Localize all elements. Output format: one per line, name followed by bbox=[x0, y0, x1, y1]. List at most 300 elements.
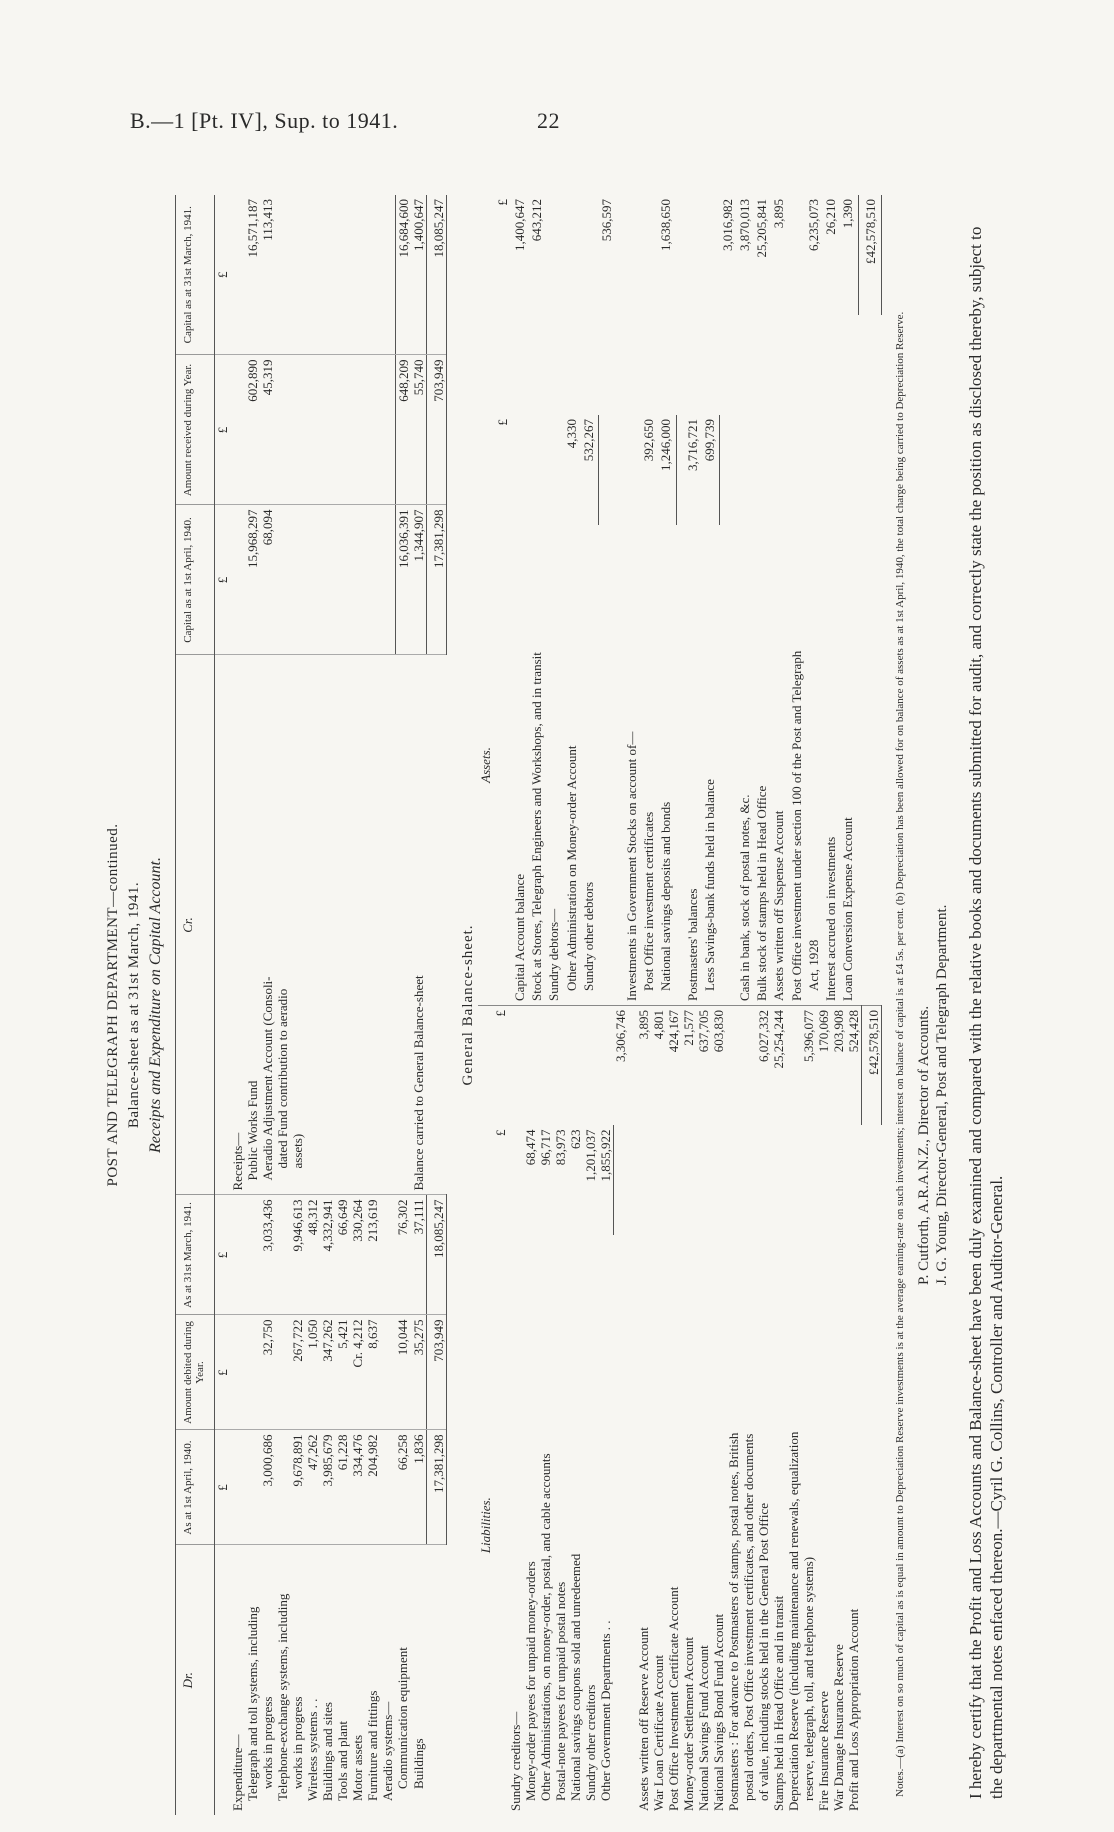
asset-value-mid bbox=[789, 315, 806, 415]
spacer-row bbox=[676, 195, 685, 1005]
empty-cell bbox=[478, 1125, 493, 1235]
empty-cell bbox=[862, 1235, 882, 1815]
dr-value-debited: Cr. 4,212 bbox=[350, 1315, 365, 1430]
liability-label: Assets written off Reserve Account bbox=[636, 1627, 651, 1811]
asset-value bbox=[685, 195, 702, 315]
empty-cell bbox=[478, 195, 495, 315]
liability-label: Sundry creditors— bbox=[507, 1711, 523, 1811]
liability-value-sub bbox=[651, 1125, 666, 1235]
asset-value-sub bbox=[754, 415, 771, 525]
liability-value-sub: 1,855,922 bbox=[598, 1125, 614, 1235]
empty-cell bbox=[365, 355, 380, 505]
asset-row bbox=[789, 195, 806, 1005]
capital-totals-row bbox=[426, 195, 446, 1815]
liability-label: of value, including stocks held in the General Post Office bbox=[756, 1503, 771, 1801]
empty-cell bbox=[320, 655, 335, 1195]
liability-label: Other Administrations, on money-order, postal, and cable accounts bbox=[537, 1453, 553, 1801]
liability-value-sub bbox=[696, 1125, 711, 1235]
asset-label bbox=[599, 525, 616, 1005]
total-end: 18,085,247 bbox=[426, 1195, 446, 1315]
cr-item-label: assets) bbox=[290, 655, 305, 1195]
asset-label: Other Administration on Money-order Account bbox=[563, 745, 579, 991]
liability-value bbox=[508, 1006, 523, 1126]
total-capital-end: 18,085,247 bbox=[426, 195, 446, 355]
general-balance-sheet-title: General Balance-sheet. bbox=[459, 924, 476, 1086]
cr-value-end bbox=[275, 195, 290, 355]
capital-row bbox=[305, 195, 320, 1815]
liability-value-sub: 68,474 bbox=[522, 1129, 538, 1166]
dr-item-label: Buildings bbox=[410, 1738, 426, 1789]
dr-item-label: Communication equipment bbox=[395, 1647, 410, 1789]
asset-value: 643,212 bbox=[529, 199, 545, 242]
liability-value-sub: 1,201,037 bbox=[582, 1129, 598, 1182]
col6-header: Capital as at 31st March, 1941. bbox=[176, 195, 215, 355]
asset-value-mid bbox=[702, 315, 720, 415]
capital-row bbox=[275, 195, 290, 1815]
signature-director-accounts: P. Cutforth, A.R.A.N.Z., Director of Accounts. bbox=[916, 1005, 932, 1285]
capital-row bbox=[320, 195, 335, 1815]
liability-value-sub bbox=[613, 1125, 628, 1235]
currency-row bbox=[215, 195, 231, 1815]
empty-cell bbox=[350, 355, 365, 505]
empty-cell bbox=[495, 315, 512, 415]
dr-item-label: Telephone-exchange systems, including bbox=[275, 1593, 290, 1801]
dr-value-start: 66,258 bbox=[395, 1430, 411, 1545]
liability-row bbox=[801, 1006, 816, 1816]
dr-item-label: works in progress bbox=[260, 1696, 275, 1789]
capital-row bbox=[380, 195, 395, 1815]
liabilities-table bbox=[478, 1005, 883, 1815]
assets-heading: Assets. bbox=[477, 747, 493, 783]
liabilities-heading-row bbox=[478, 1006, 493, 1816]
liability-label bbox=[613, 1235, 628, 1815]
cr-subtotal-start: 16,036,391 bbox=[395, 505, 411, 655]
cr-balance-start: 1,344,907 bbox=[411, 505, 427, 655]
liability-value: 424,167 bbox=[666, 1010, 681, 1053]
liability-label: Sundry other creditors bbox=[582, 1684, 598, 1801]
asset-value: 1,400,647 bbox=[511, 199, 527, 251]
spacer-row bbox=[628, 1006, 636, 1816]
liability-row bbox=[538, 1006, 553, 1816]
asset-label: Post Office investment under section 100 of the Post and Telegraph bbox=[788, 650, 804, 1001]
liability-value: 170,069 bbox=[816, 1010, 831, 1053]
rotated-sheet bbox=[100, 185, 1020, 1825]
currency-row bbox=[495, 195, 512, 1005]
dr-item-label: Aeradio systems— bbox=[380, 1701, 395, 1801]
dr-item-label: Telegraph and toll systems, including bbox=[245, 1606, 260, 1801]
liability-value-sub bbox=[801, 1125, 816, 1235]
asset-value-mid bbox=[823, 315, 840, 415]
totals-label bbox=[426, 655, 446, 1195]
asset-value: 6,235,073 bbox=[805, 199, 821, 251]
assets-total: £42,578,510 bbox=[858, 195, 881, 315]
dr-value-end: 330,264 bbox=[350, 1195, 365, 1315]
dr-value-end: 76,302 bbox=[395, 1195, 411, 1315]
dr-value-start: 334,476 bbox=[350, 1430, 365, 1545]
dr-value-debited: 8,637 bbox=[365, 1315, 380, 1430]
asset-value-sub bbox=[599, 415, 616, 525]
asset-value-mid bbox=[737, 315, 754, 415]
assets-total-row bbox=[858, 195, 881, 1005]
liability-label: Postmasters : For advance to Postmasters of stamps, postal notes, British bbox=[726, 1432, 741, 1811]
cr-subtotal-received: 648,209 bbox=[395, 355, 411, 505]
liability-value bbox=[726, 1006, 741, 1126]
asset-value-sub bbox=[789, 415, 806, 525]
liability-label: National Savings Bond Fund Account bbox=[711, 1613, 726, 1811]
liability-row bbox=[786, 1006, 801, 1816]
liability-row bbox=[568, 1006, 583, 1816]
asset-value-mid bbox=[685, 315, 702, 415]
liability-row bbox=[831, 1006, 846, 1816]
cr-item-label: Receipts— bbox=[230, 655, 245, 1195]
liability-value-sub bbox=[636, 1125, 651, 1235]
empty-cell bbox=[335, 195, 350, 355]
dr-value-start: 9,678,891 bbox=[290, 1430, 305, 1545]
currency-row bbox=[493, 1006, 508, 1816]
liability-value bbox=[583, 1006, 598, 1126]
assets-table bbox=[478, 195, 883, 1005]
currency-symbol: £ bbox=[215, 505, 231, 655]
asset-label: Assets written off Suspense Account bbox=[771, 810, 787, 1001]
liability-label: Stamps held in Head Office and in transit bbox=[771, 1595, 786, 1811]
dr-value-end: 48,312 bbox=[305, 1195, 320, 1315]
liability-value-sub bbox=[756, 1125, 771, 1235]
empty-cell bbox=[478, 1006, 493, 1126]
dr-value-end: 3,033,436 bbox=[260, 1195, 275, 1315]
empty-cell bbox=[478, 315, 495, 415]
col2-header: Amount debited during Year. bbox=[176, 1315, 215, 1430]
liability-value-sub bbox=[711, 1125, 726, 1235]
currency-symbol: £ bbox=[215, 1195, 231, 1315]
asset-value-sub bbox=[624, 415, 641, 525]
asset-label: Bulk stock of stamps held in Head Office bbox=[754, 785, 770, 1001]
dr-item-label: Wireless systems . . bbox=[305, 1698, 320, 1801]
dr-value-start: 61,228 bbox=[335, 1430, 350, 1545]
liability-value-sub: 83,973 bbox=[552, 1129, 568, 1166]
cr-header: Cr. bbox=[176, 655, 215, 1195]
empty-cell bbox=[478, 415, 495, 525]
asset-row bbox=[624, 195, 641, 1005]
asset-row bbox=[840, 195, 857, 1005]
asset-value-sub: 3,716,721 bbox=[684, 419, 700, 471]
dr-value-debited: 5,421 bbox=[335, 1315, 350, 1430]
asset-value-sub: 1,246,000 bbox=[658, 415, 676, 525]
liability-value-sub bbox=[726, 1125, 741, 1235]
liability-value bbox=[741, 1006, 756, 1126]
empty-cell bbox=[858, 315, 881, 415]
asset-value-mid bbox=[720, 315, 737, 415]
total-start: 17,381,298 bbox=[426, 1430, 446, 1545]
empty-cell bbox=[320, 195, 335, 355]
asset-value: 25,205,841 bbox=[754, 199, 770, 258]
cr-balance-received: 55,740 bbox=[411, 355, 427, 505]
liability-label: War Loan Certificate Account bbox=[651, 1655, 666, 1811]
asset-value: 3,870,013 bbox=[737, 199, 753, 251]
dr-value-end bbox=[230, 1195, 245, 1315]
totals-label bbox=[426, 1545, 446, 1815]
liability-value: 21,577 bbox=[681, 1010, 696, 1046]
asset-value-mid bbox=[624, 315, 641, 415]
cr-value-start bbox=[290, 505, 305, 655]
asset-value-mid bbox=[546, 315, 563, 415]
empty-cell bbox=[335, 655, 350, 1195]
asset-label: Stock at Stores, Telegraph Engineers and Workshops, and in transit bbox=[529, 652, 545, 1001]
dr-value-debited bbox=[230, 1315, 245, 1430]
dr-value-debited: 347,262 bbox=[320, 1315, 335, 1430]
cr-value-start bbox=[275, 505, 290, 655]
empty-cell bbox=[305, 355, 320, 505]
asset-value-mid bbox=[599, 315, 616, 415]
dr-value-end: 66,649 bbox=[335, 1195, 350, 1315]
liability-value: 3,895 bbox=[636, 1010, 651, 1040]
liability-label: Profit and Loss Appropriation Account bbox=[846, 1608, 861, 1811]
liability-value-sub bbox=[666, 1125, 681, 1235]
asset-value-sub: 392,650 bbox=[641, 419, 657, 462]
total-capital-start: 17,381,298 bbox=[426, 505, 446, 655]
dr-value-end: 9,946,613 bbox=[290, 1195, 305, 1315]
dr-value-debited: 35,275 bbox=[411, 1315, 427, 1430]
dr-value-start: 1,836 bbox=[411, 1430, 427, 1545]
currency-symbol: £ bbox=[492, 1010, 508, 1017]
asset-row bbox=[754, 195, 771, 1005]
asset-label: Act, 1928 bbox=[805, 939, 821, 991]
asset-row bbox=[685, 195, 702, 1005]
liability-row bbox=[771, 1006, 786, 1816]
currency-symbol: £ bbox=[215, 355, 231, 505]
notes: Notes.—(a) Interest on so much of capital as is equal in amount to Depreciation Reserve investments is at the average earning-rate on such investments; interest on balance of capital is at £4 5s. per cent. (b) Depreciation has been allowed for on balance of assets as at 1st April, 1940, the total charge being carried to Depreciation Reserve. bbox=[894, 311, 906, 1797]
asset-value: 536,597 bbox=[598, 199, 614, 242]
currency-symbol: £ bbox=[492, 1129, 508, 1136]
currency-symbol: £ bbox=[494, 419, 510, 426]
asset-value bbox=[641, 195, 658, 315]
cr-value-end: 113,413 bbox=[260, 195, 275, 355]
empty-cell bbox=[380, 195, 395, 355]
liability-label: Money-order payees for unpaid money-orders bbox=[522, 1561, 538, 1801]
asset-value-mid bbox=[771, 315, 788, 415]
empty-cell bbox=[858, 415, 881, 525]
empty-cell bbox=[493, 1235, 508, 1815]
liability-row bbox=[846, 1006, 862, 1816]
asset-label bbox=[720, 525, 737, 1005]
asset-label: Interest accrued on investments bbox=[823, 836, 839, 1001]
asset-label: Sundry other debtors bbox=[580, 881, 596, 991]
col1-header: As at 1st April, 1940. bbox=[176, 1430, 215, 1545]
asset-value bbox=[546, 195, 563, 315]
capital-row bbox=[290, 195, 305, 1815]
cr-item-label: dated Fund contribution to aeradio bbox=[275, 655, 290, 1195]
asset-label: Less Savings-bank funds held in balance bbox=[701, 779, 717, 991]
empty-cell bbox=[365, 195, 380, 355]
liabilities-heading: Liabilities. bbox=[477, 1497, 493, 1554]
asset-value-mid bbox=[641, 315, 658, 415]
asset-label: Postmasters' balances bbox=[684, 888, 700, 1001]
asset-row bbox=[529, 195, 546, 1005]
dr-value-start bbox=[380, 1430, 395, 1545]
liability-value bbox=[523, 1006, 538, 1126]
liability-value: 25,254,244 bbox=[771, 1010, 786, 1069]
empty-cell bbox=[350, 505, 365, 655]
dr-value-start: 3,000,686 bbox=[260, 1430, 275, 1545]
asset-value-sub bbox=[771, 415, 788, 525]
liability-value: 603,830 bbox=[711, 1010, 726, 1053]
cr-value-start: 15,968,297 bbox=[245, 505, 260, 655]
asset-label: Loan Conversion Expense Account bbox=[840, 817, 856, 1001]
liability-value-sub bbox=[831, 1125, 846, 1235]
currency-symbol: £ bbox=[215, 195, 231, 355]
liability-value: 524,428 bbox=[846, 1010, 861, 1053]
dr-value-debited: 10,044 bbox=[395, 1315, 411, 1430]
asset-row bbox=[737, 195, 754, 1005]
empty-cell bbox=[858, 525, 881, 1005]
liabilities-total: £42,578,510 bbox=[862, 1006, 882, 1126]
empty-cell bbox=[350, 655, 365, 1195]
liability-value-sub bbox=[681, 1125, 696, 1235]
dr-item-label: Furniture and fittings bbox=[365, 1690, 380, 1801]
asset-value-sub bbox=[720, 415, 737, 525]
dr-value-end: 213,619 bbox=[365, 1195, 380, 1315]
asset-row bbox=[771, 195, 788, 1005]
dr-value-end bbox=[275, 1195, 290, 1315]
capital-row bbox=[245, 195, 260, 1815]
liability-label: Other Government Departments . . bbox=[597, 1620, 613, 1801]
liability-value-sub bbox=[816, 1125, 831, 1235]
cr-balance-label: Balance carried to General Balance-sheet bbox=[411, 655, 427, 1195]
asset-value-sub: 699,739 bbox=[702, 415, 720, 525]
liability-value: 5,396,077 bbox=[801, 1010, 816, 1062]
asset-value-sub bbox=[546, 415, 563, 525]
empty-cell bbox=[380, 655, 395, 1195]
cr-value-received bbox=[230, 355, 245, 505]
asset-value-sub bbox=[529, 415, 546, 525]
report-reference: B.—1 [Pt. IV], Sup. to 1941. bbox=[130, 108, 399, 133]
department-title: POST AND TELEGRAPH DEPARTMENT—continued. bbox=[105, 823, 121, 1187]
capital-row bbox=[395, 195, 411, 1815]
cr-item-label: Aeradio Adjustment Account (Consoli- bbox=[260, 655, 275, 1195]
liability-row bbox=[681, 1006, 696, 1816]
liability-row bbox=[613, 1006, 628, 1816]
total-debited: 703,949 bbox=[426, 1315, 446, 1430]
liability-value: 637,705 bbox=[696, 1010, 711, 1053]
liability-label: Postal-note payees for unpaid postal notes bbox=[552, 1581, 568, 1801]
dr-item-label: Buildings and sites bbox=[320, 1702, 335, 1801]
asset-row bbox=[564, 195, 581, 1005]
dr-value-start bbox=[275, 1430, 290, 1545]
liability-value-sub: 623 bbox=[567, 1129, 583, 1149]
asset-value: 3,895 bbox=[771, 199, 787, 229]
liabilities-total-row bbox=[862, 1006, 882, 1816]
liability-value-sub: 96,717 bbox=[537, 1129, 553, 1166]
liability-row bbox=[598, 1006, 614, 1816]
spacer-row bbox=[616, 195, 624, 1005]
empty-cell bbox=[350, 195, 365, 355]
asset-row bbox=[581, 195, 599, 1005]
liability-value bbox=[553, 1006, 568, 1126]
dr-value-debited: 267,722 bbox=[290, 1315, 305, 1430]
currency-symbol: £ bbox=[215, 1315, 231, 1430]
liability-row bbox=[756, 1006, 771, 1816]
cr-value-received bbox=[275, 355, 290, 505]
liability-value: 4,801 bbox=[651, 1010, 666, 1040]
dr-label-cell bbox=[215, 1545, 231, 1815]
cr-label-cell bbox=[215, 655, 231, 1195]
dr-item-label: works in progress bbox=[290, 1696, 305, 1789]
asset-value bbox=[789, 195, 806, 315]
asset-value bbox=[564, 195, 581, 315]
empty-cell bbox=[335, 505, 350, 655]
capital-row bbox=[365, 195, 380, 1815]
asset-row bbox=[512, 195, 529, 1005]
empty-cell bbox=[380, 355, 395, 505]
empty-cell bbox=[320, 505, 335, 655]
capital-account-table bbox=[175, 195, 447, 1815]
cr-value-end bbox=[290, 195, 305, 355]
asset-value-sub bbox=[840, 415, 857, 525]
liability-label: Fire Insurance Reserve bbox=[816, 1691, 831, 1811]
cr-balance-end: 1,400,647 bbox=[411, 195, 427, 355]
dr-item-label: Tools and plant bbox=[335, 1721, 350, 1801]
asset-value-sub bbox=[823, 415, 840, 525]
liability-row bbox=[583, 1006, 598, 1816]
capital-row bbox=[335, 195, 350, 1815]
currency-symbol: £ bbox=[215, 1430, 231, 1545]
cr-subtotal-end: 16,684,600 bbox=[395, 195, 411, 355]
dr-value-end: 37,111 bbox=[411, 1195, 427, 1315]
empty-cell bbox=[335, 355, 350, 505]
asset-value-mid bbox=[806, 315, 823, 415]
title-block bbox=[106, 185, 163, 1825]
asset-label: Cash in bank, stock of postal notes, &c. bbox=[737, 794, 753, 1001]
liability-value: 3,306,746 bbox=[613, 1010, 628, 1062]
asset-value: 26,210 bbox=[823, 199, 839, 235]
asset-value-sub: 4,330 bbox=[563, 419, 579, 449]
asset-value-mid bbox=[754, 315, 771, 415]
cr-value-end: 16,571,187 bbox=[245, 195, 260, 355]
liability-label: Post Office Investment Certificate Account bbox=[666, 1586, 681, 1811]
asset-value-mid bbox=[512, 315, 529, 415]
page-number: 22 bbox=[537, 108, 560, 133]
balance-sheet-title: Balance-sheet as at 31st March, 1941. bbox=[126, 881, 142, 1129]
liability-value bbox=[568, 1006, 583, 1126]
liability-label: National savings coupons sold and unredeemed bbox=[567, 1553, 583, 1801]
asset-value-sub: 532,267 bbox=[581, 415, 599, 525]
cr-item-label: Public Works Fund bbox=[245, 655, 260, 1195]
dr-value-start: 3,985,679 bbox=[320, 1430, 335, 1545]
empty-cell bbox=[365, 655, 380, 1195]
asset-value-mid bbox=[529, 315, 546, 415]
capital-row bbox=[230, 195, 245, 1815]
liability-value-sub bbox=[508, 1125, 523, 1235]
empty-cell bbox=[495, 525, 512, 1005]
cr-value-start bbox=[230, 505, 245, 655]
dr-item-label: Expenditure— bbox=[230, 1734, 245, 1811]
liability-label: Depreciation Reserve (including maintenance and renewals, equalization bbox=[786, 1431, 801, 1811]
liability-row bbox=[508, 1006, 523, 1816]
general-balance-sheet bbox=[478, 195, 883, 1815]
asset-value bbox=[624, 195, 641, 315]
liability-value-sub bbox=[741, 1125, 756, 1235]
empty-cell bbox=[862, 1125, 882, 1235]
dr-value-debited bbox=[245, 1315, 260, 1430]
asset-value bbox=[581, 195, 599, 315]
liability-row bbox=[636, 1006, 651, 1816]
liability-row bbox=[696, 1006, 711, 1816]
asset-label: Sundry debtors— bbox=[546, 908, 562, 1001]
asset-row bbox=[806, 195, 823, 1005]
cr-value-received: 45,319 bbox=[260, 355, 275, 505]
liability-value bbox=[786, 1006, 801, 1126]
liability-value-sub bbox=[771, 1125, 786, 1235]
dr-value-end: 4,332,941 bbox=[320, 1195, 335, 1315]
